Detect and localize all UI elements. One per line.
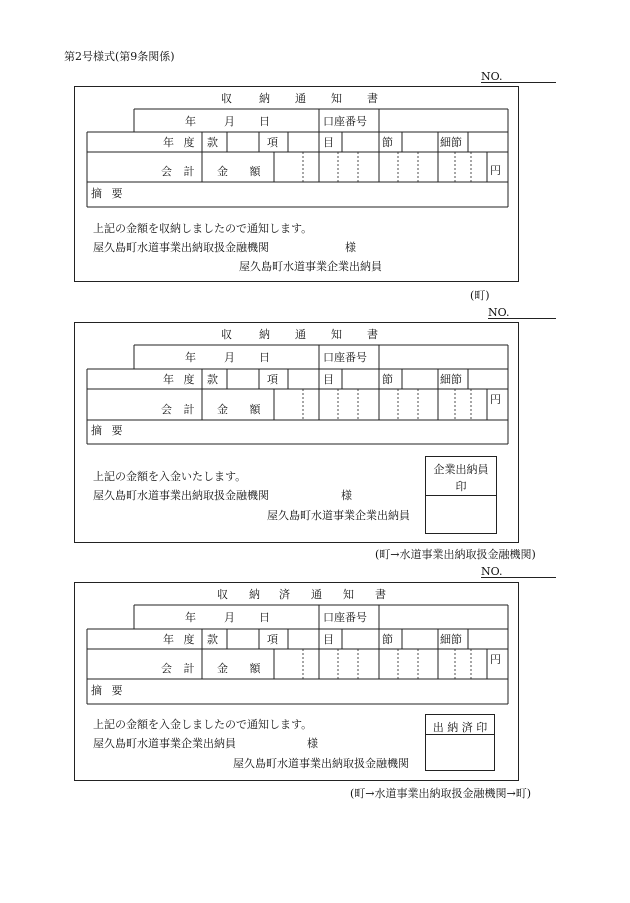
moku-label: 目: [323, 373, 334, 386]
moku-label: 目: [323, 136, 334, 149]
stamp-divider: [426, 495, 496, 496]
notice-message: 上記の金額を収納しましたので通知します。: [93, 222, 313, 235]
kingaku-label: 金 額: [217, 662, 261, 675]
notice-message: 上記の金額を入金いたします。: [93, 470, 247, 483]
notice-form-1: [74, 86, 519, 282]
kan-label: 款: [207, 373, 218, 386]
saisetsu-label: 細節: [440, 633, 462, 646]
routing-note: (町→水道事業出納取扱金融機関): [375, 548, 536, 561]
stamp-label: 出 納 済 印: [432, 721, 488, 734]
stamp-divider: [426, 734, 494, 735]
notice-form-3: [74, 582, 519, 781]
no-label: NO.: [488, 306, 510, 319]
stamp-label: 印: [455, 480, 467, 493]
sender: 屋久島町水道事業企業出納員: [239, 260, 382, 273]
kou-label: 項: [267, 633, 278, 646]
yen-label: 円: [490, 164, 501, 177]
routing-note: (町→水道事業出納取扱金融機関→町): [350, 787, 532, 800]
sama-label: 様: [345, 241, 356, 254]
setsu-label: 節: [382, 633, 393, 646]
tekiyo-label: 摘 要: [91, 187, 123, 200]
day-label: 日: [259, 611, 270, 624]
form-title-char: 書: [375, 588, 386, 601]
form-title-char: 収: [221, 328, 232, 341]
notice-message: 上記の金額を入金しましたので通知します。: [93, 718, 313, 731]
fiscal-year-label: 年 度: [163, 136, 195, 149]
form-title-char: 知: [343, 588, 354, 601]
kan-label: 款: [207, 136, 218, 149]
tekiyo-label: 摘 要: [91, 424, 123, 437]
kou-label: 項: [267, 136, 278, 149]
setsu-label: 節: [382, 373, 393, 386]
fiscal-year-label: 年 度: [163, 633, 195, 646]
form-number-label: 第2号様式(第9条関係): [64, 50, 175, 63]
account-number-label: 口座番号: [323, 351, 367, 364]
day-label: 日: [259, 351, 270, 364]
saisetsu-label: 細節: [440, 373, 462, 386]
form-title-char: 書: [367, 92, 378, 105]
form-title-char: 済: [279, 588, 290, 601]
addressee: 屋久島町水道事業出納取扱金融機関: [93, 241, 269, 254]
notice-form-2: [74, 322, 519, 543]
yen-label: 円: [490, 653, 501, 666]
form-title-char: 収: [221, 92, 232, 105]
sama-label: 様: [341, 489, 352, 502]
kingaku-label: 金 額: [217, 403, 261, 416]
no-underline: [481, 577, 556, 578]
month-label: 月: [224, 115, 235, 128]
form-title-char: 知: [331, 328, 342, 341]
no-underline: [488, 318, 556, 319]
moku-label: 目: [323, 633, 334, 646]
year-label: 年: [185, 115, 196, 128]
payment-complete-seal-box: [425, 714, 495, 771]
form-title-char: 通: [311, 588, 322, 601]
addressee: 屋久島町水道事業企業出納員: [93, 737, 236, 750]
treasurer-seal-box: [425, 456, 497, 534]
kou-label: 項: [267, 373, 278, 386]
year-label: 年: [185, 611, 196, 624]
kaikei-label: 会 計: [161, 403, 195, 416]
stamp-label: 企業出納員: [433, 463, 489, 476]
month-label: 月: [224, 351, 235, 364]
kaikei-label: 会 計: [161, 165, 195, 178]
kaikei-label: 会 計: [161, 662, 195, 675]
saisetsu-label: 細節: [440, 136, 462, 149]
setsu-label: 節: [382, 136, 393, 149]
sama-label: 様: [307, 737, 318, 750]
form-title-char: 納: [249, 588, 260, 601]
routing-note: (町): [470, 289, 490, 302]
kingaku-label: 金 額: [217, 165, 261, 178]
form-title-char: 納: [259, 92, 270, 105]
sender: 屋久島町水道事業企業出納員: [267, 509, 410, 522]
no-label: NO.: [481, 70, 503, 83]
form-title-char: 書: [367, 328, 378, 341]
no-underline: [481, 82, 556, 83]
sender: 屋久島町水道事業出納取扱金融機関: [233, 757, 409, 770]
month-label: 月: [224, 611, 235, 624]
account-number-label: 口座番号: [323, 611, 367, 624]
form-title-char: 知: [331, 92, 342, 105]
form-title-char: 収: [217, 588, 228, 601]
day-label: 日: [259, 115, 270, 128]
year-label: 年: [185, 351, 196, 364]
fiscal-year-label: 年 度: [163, 373, 195, 386]
account-number-label: 口座番号: [323, 115, 367, 128]
yen-label: 円: [490, 393, 501, 406]
kan-label: 款: [207, 633, 218, 646]
form-title-char: 通: [295, 328, 306, 341]
addressee: 屋久島町水道事業出納取扱金融機関: [93, 489, 269, 502]
no-label: NO.: [481, 565, 503, 578]
tekiyo-label: 摘 要: [91, 684, 123, 697]
form-title-char: 通: [295, 92, 306, 105]
form-title-char: 納: [259, 328, 270, 341]
